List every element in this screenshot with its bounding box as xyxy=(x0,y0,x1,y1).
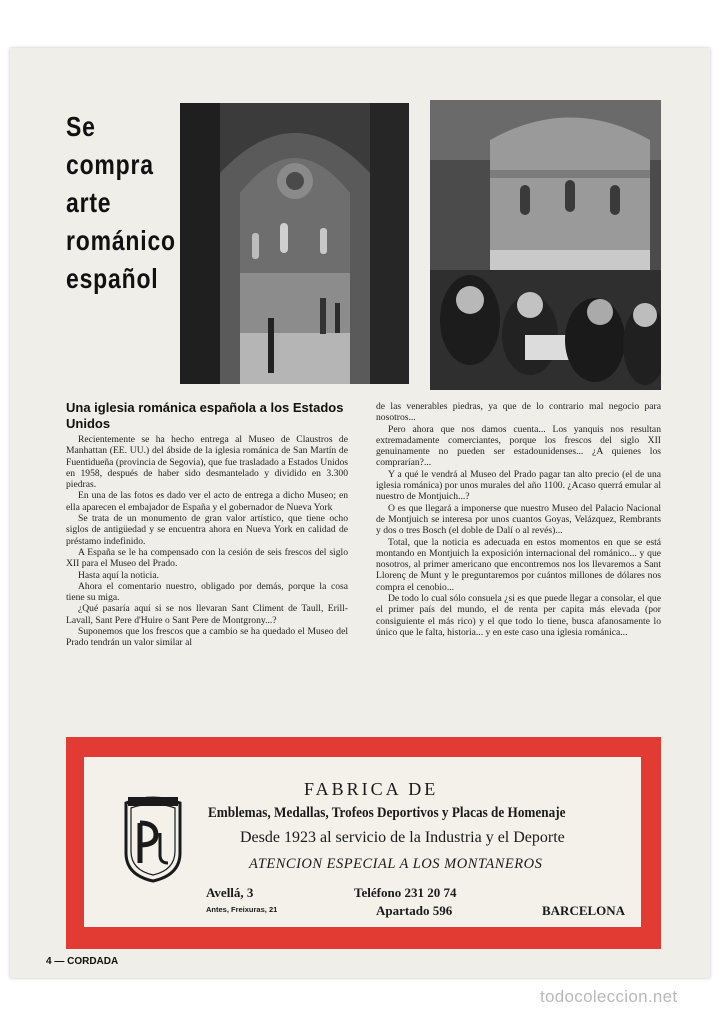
watermark: todocoleccion.net xyxy=(540,987,678,1006)
ad-old-address: Antes, Freixuras, 21 xyxy=(206,905,278,914)
article-headline xyxy=(66,108,176,298)
paragraph: ¿Qué pasaría aquí si se nos llevaran Sant Climent de Taull, Erill-Lavall, Sant Pere d'Huire o Sant Pere de Montgrony...? xyxy=(66,603,348,626)
paragraph: Y a qué le vendrá al Museo del Prado pagar tan alto precio (el de una iglesia románica) por unos murales del año 1100. ¿Acaso querrá emular al nuestro de Montjuich...? xyxy=(376,468,661,503)
apse-handover-photo xyxy=(430,100,661,390)
paragraph: de las venerables piedras, ya que de lo contrario mal negocio para nosotros... xyxy=(376,401,661,424)
paragraph: Ahora el comentario nuestro, obligado por demás, porque la cosa tiene su miga. xyxy=(66,580,348,604)
headline-line: arte xyxy=(66,187,112,218)
ad-city: BARCELONA xyxy=(542,903,626,918)
page-footer: 4 — CORDADA xyxy=(46,956,119,967)
ad-products: Emblemas, Medallas, Trofeos Deportivos y Placas de Homenaje xyxy=(208,805,566,821)
ad-address: Avellá, 3 xyxy=(206,885,254,900)
church-interior-photo xyxy=(180,103,409,384)
paragraph: En una de las fotos es dado ver el acto de entrega a dicho Museo; en ella aparecen el embajador de España y el gobernador de Nueva York xyxy=(66,490,348,513)
paragraph: Hasta aquí la noticia. xyxy=(78,569,159,581)
article-column-left xyxy=(66,434,348,649)
headline-line: Se xyxy=(66,111,96,142)
paragraph: Recientemente se ha hecho entrega al Museo de Claustros de Manhattan (EE. UU.) del ábside de la iglesia románica de San Martín de Fuentidueña (provincia de Segovia), que fue trasladado a Estados Unidos en 1958, después de haber sido desmantelado y dividido en 3.300 piedras. xyxy=(66,434,348,491)
ad-attention: ATENCION ESPECIAL A LOS MONTANEROS xyxy=(249,856,543,872)
article-subheading: Una iglesia románica española a los Estados Unidos xyxy=(66,400,344,431)
article-column-right xyxy=(376,401,661,638)
ad-box: Apartado 596 xyxy=(376,903,453,918)
paragraph: Se trata de un monumento de gran valor artístico, que tiene ocho siglos de antigüedad y se encuentra ahora en Nueva York en calidad de préstamo indefinido. xyxy=(66,513,348,547)
paragraph: Pero ahora que nos damos cuenta... Los yanquis nos resultan extremadamente comerciantes, porque los frescos del siglo XII genuinamente no pueden ser estadounidenses... ¿A quienes los comprarían?... xyxy=(376,423,661,469)
paragraph: O es que llegará a imponerse que nuestro Museo del Palacio Nacional de Montjuich se interesa por unos cuantos Goyas, Velázquez, Rembrants y dos o tres Bosch (el doble de Dalí o al revés)... xyxy=(376,502,661,537)
paragraph: Suponemos que los frescos que a cambio se ha quedado el Museo del Prado tendrán un valor similar al xyxy=(66,626,348,649)
ad-fabrica: FABRICA DE xyxy=(304,779,439,799)
ad-phone: Teléfono 231 20 74 xyxy=(354,885,457,900)
headline-line: compra xyxy=(66,149,154,180)
headline-line: español xyxy=(66,263,159,294)
ad-since: Desde 1923 al servicio de la Industria y el Deporte xyxy=(240,829,565,846)
paragraph: Total, que la noticia es adecuada en estos momentos en que se está montando en Montjuich la exposición internacional del románico... y que nosotros, al primer americano que encontremos nos los llevaremos a Sant Llorenç de Munt y le preguntaremos por cuántos millones de dólares nos compra el cenobio... xyxy=(376,536,661,593)
paragraph: A España se le ha compensado con la cesión de seis frescos del siglo XII para el Museo del Prado. xyxy=(66,546,348,570)
advertisement-panel xyxy=(84,757,641,927)
paragraph: De todo lo cual sólo consuela ¿si es que puede llegar a consolar, el que el primer país del mundo, el de renta per capita más elevada (por consiguiente el más rico) y el que todo lo tiene, busca afanosamente lo único que le falta, historia... y en este caso una iglesia románica... xyxy=(376,593,661,638)
advertisement-box xyxy=(66,737,661,949)
headline-line: románico xyxy=(66,225,176,256)
pujol-logo xyxy=(118,793,188,883)
